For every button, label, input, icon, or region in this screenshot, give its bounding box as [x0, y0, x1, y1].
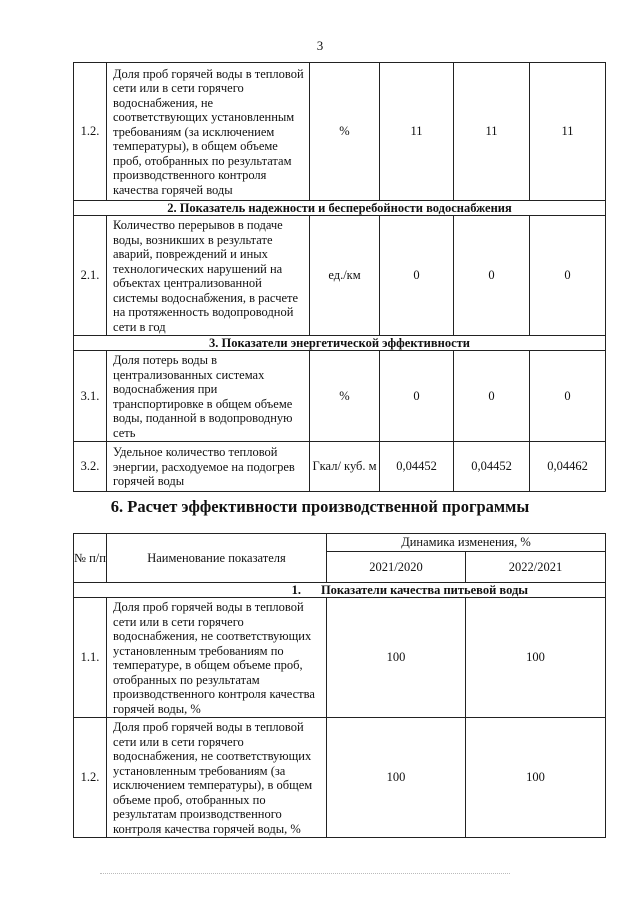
indicators-table [73, 62, 606, 492]
section-label: Показатели качества питьевой воды [320, 582, 529, 597]
column-header-dynamics: Динамика изменения, % [327, 534, 606, 552]
column-header-period: 2021/2020 [327, 552, 466, 583]
value-cell: 100 [327, 598, 466, 718]
value-cell: 100 [466, 718, 606, 838]
section-title [74, 583, 606, 598]
value-cell: 100 [466, 598, 606, 718]
table-row [74, 351, 606, 442]
unit-cell: ед./км [310, 216, 380, 336]
value-cell: 0 [380, 351, 454, 442]
table-row [74, 442, 606, 492]
unit-cell: % [310, 63, 380, 201]
section-number: 1. [291, 582, 301, 597]
value-cell: 0 [530, 216, 606, 336]
value-cell: 0 [454, 216, 530, 336]
row-number: 2.1. [74, 216, 107, 336]
row-number: 1.2. [74, 718, 107, 838]
header-row [74, 534, 606, 552]
row-number: 1.1. [74, 598, 107, 718]
indicator-description: Доля проб горячей воды в тепловой сети или в сети горячего водоснабжения, не соответствующих установленным требованиям по температуре, в общем объеме проб, отобранных по результатам производственного контроля качества горячей воды, % [107, 598, 327, 718]
section-title: 2. Показатель надежности и бесперебойности водоснабжения [74, 201, 606, 216]
indicator-description: Удельное количество тепловой энергии, расходуемое на подогрев горячей воды [107, 442, 310, 492]
value-cell: 100 [327, 718, 466, 838]
column-header-period: 2022/2021 [466, 552, 606, 583]
value-cell: 0,04452 [380, 442, 454, 492]
efficiency-table [73, 533, 606, 838]
row-number: 1.2. [74, 63, 107, 201]
row-number: 3.2. [74, 442, 107, 492]
indicator-description: Доля проб горячей воды в тепловой сети или в сети горячего водоснабжения, не соответствующих установленным требованиям (за исключением температуры), в общем объеме проб, отобранных по результатам производственного контроля качества горячей воды, % [107, 718, 327, 838]
value-cell: 0 [380, 216, 454, 336]
table-row [74, 216, 606, 336]
value-cell: 0,04462 [530, 442, 606, 492]
value-cell: 11 [454, 63, 530, 201]
section-row [74, 336, 606, 351]
table-row [74, 718, 606, 838]
value-cell: 11 [380, 63, 454, 201]
indicator-description: Количество перерывов в подаче воды, возникших в результате аварий, повреждений и иных технологических нарушений на объектах централизованной системы водоснабжения, в расчете на протяженность водопроводной сети в год [107, 216, 310, 336]
divider [100, 873, 510, 874]
value-cell: 0,04452 [454, 442, 530, 492]
column-header-name: Наименование показателя [107, 534, 327, 583]
section-heading: 6. Расчет эффективности производственной программы [110, 497, 530, 516]
section-row [74, 201, 606, 216]
value-cell: 11 [530, 63, 606, 201]
unit-cell: % [310, 351, 380, 442]
value-cell: 0 [530, 351, 606, 442]
table-row [74, 63, 606, 201]
indicator-description: Доля проб горячей воды в тепловой сети или в сети горячего водоснабжения, не соответствующих установленным требованиям (за исключением температуры), в общем объеме проб, отобранных по результатам производственного контроля качества горячей воды [107, 63, 310, 201]
section-title: 3. Показатели энергетической эффективности [74, 336, 606, 351]
page-number: 3 [316, 38, 324, 53]
section-row [74, 583, 606, 598]
row-number: 3.1. [74, 351, 107, 442]
indicator-description: Доля потерь воды в централизованных системах водоснабжения при транспортировке в общем объеме воды, поданной в водопроводную сеть [107, 351, 310, 442]
column-header-number: № п/п [74, 534, 107, 583]
value-cell: 0 [454, 351, 530, 442]
table-row [74, 598, 606, 718]
unit-cell: Гкал/ куб. м [310, 442, 380, 492]
